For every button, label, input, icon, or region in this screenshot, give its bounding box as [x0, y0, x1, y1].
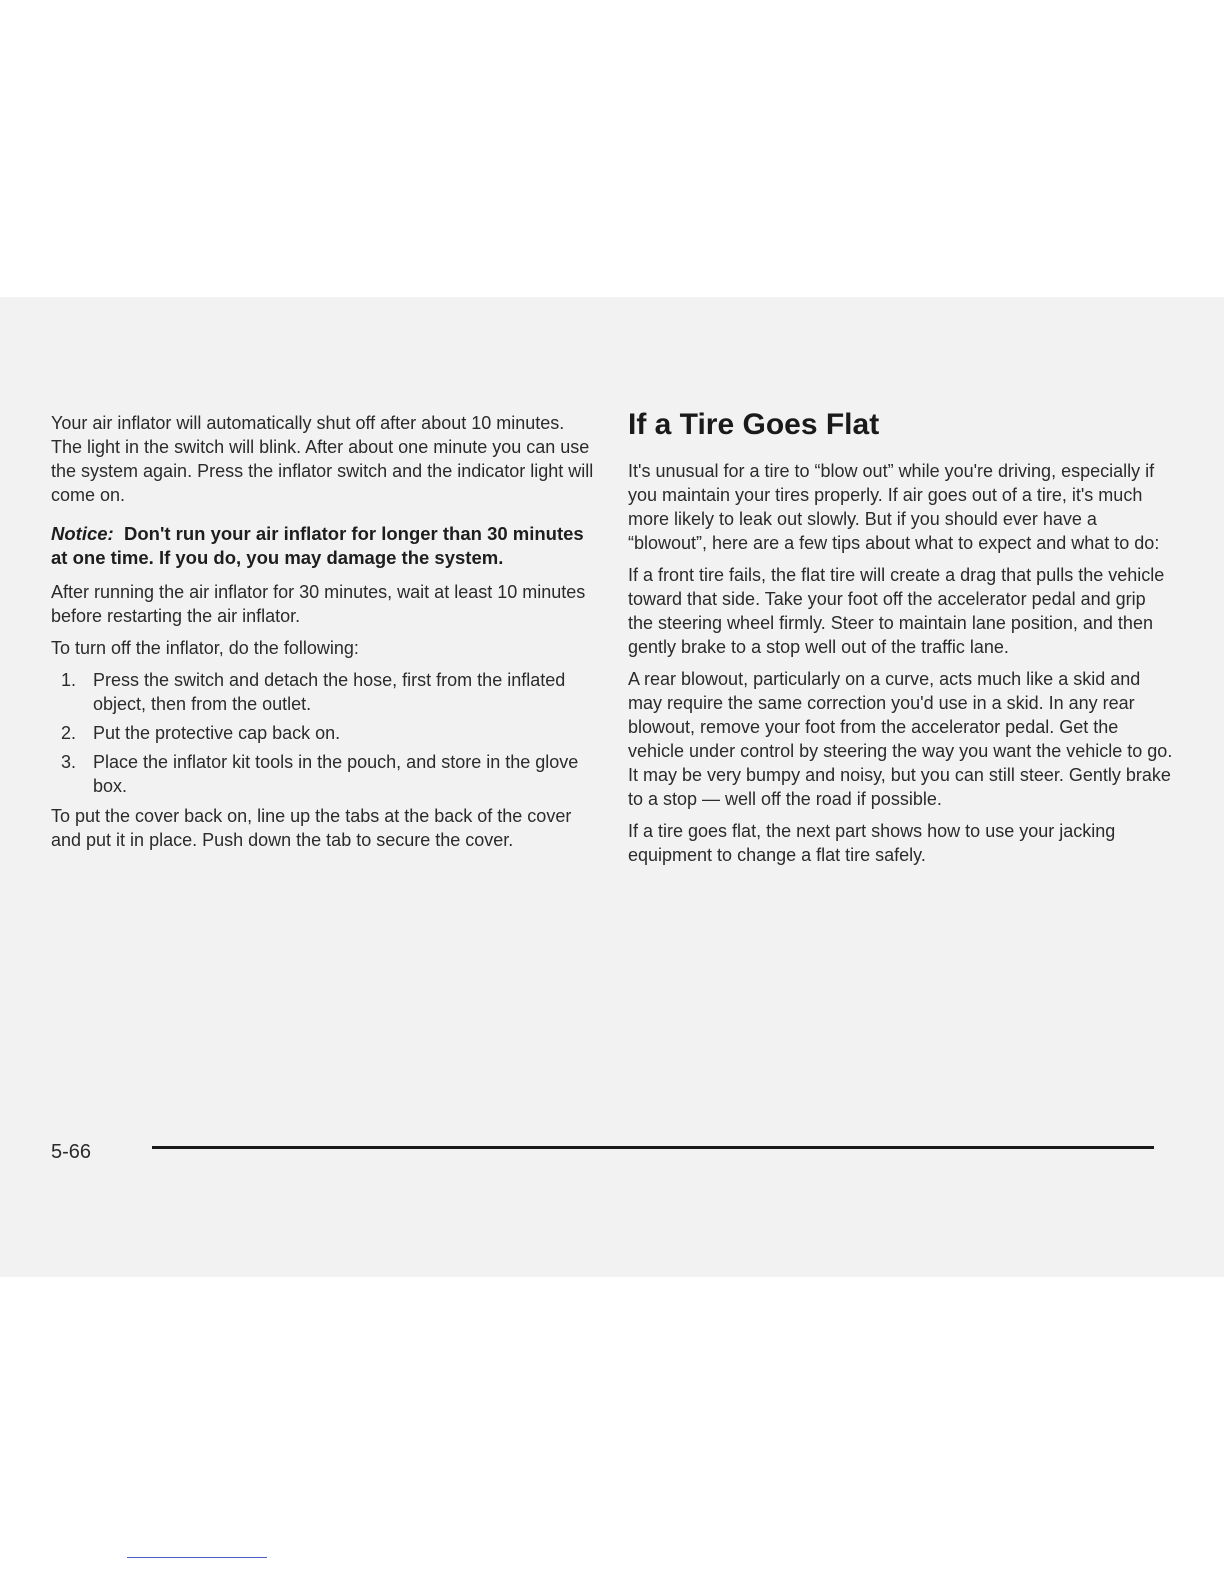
notice-block: [51, 522, 597, 570]
footer-rule: [152, 1146, 1154, 1149]
section-title: If a Tire Goes Flat: [628, 408, 880, 441]
link-underline: [127, 1557, 267, 1558]
step-number: 1.: [61, 670, 77, 690]
step-item: [51, 721, 597, 745]
right-column: [628, 407, 1174, 875]
wait-paragraph: After running the air inflator for 30 minutes, wait at least 10 minutes before restarting the air inflator.: [51, 582, 586, 626]
step-item: [51, 750, 597, 798]
step-number: 2.: [61, 723, 77, 743]
turn-off-steps: [51, 668, 597, 798]
inflator-shutoff-paragraph: Your air inflator will automatically shut off after about 10 minutes. The light in the switch will blink. After about one minute you can use the system again. Press the inflator switch and the indicator light will come on.: [51, 413, 594, 505]
page-number: 5-66: [51, 1141, 92, 1163]
turn-off-intro: To turn off the inflator, do the following:: [51, 638, 359, 658]
step-number: 3.: [61, 752, 77, 772]
front-tire-paragraph: If a front tire fails, the flat tire will create a drag that pulls the vehicle toward that side. Take your foot off the accelerator pedal and grip the steering wheel firmly. Steer to maintain lane position, and then gently brake to a stop well out of the traffic lane.: [628, 565, 1165, 657]
next-part-paragraph: If a tire goes flat, the next part shows how to use your jacking equipment to change a flat tire safely.: [628, 821, 1116, 865]
blowout-intro-paragraph: It's unusual for a tire to “blow out” while you're driving, especially if you maintain your tires properly. If air goes out of a tire, it's much more likely to leak out slowly. But if you should ever have a “blowout”, here are a few tips about what to expect and what to do:: [628, 461, 1160, 553]
notice-label: Notice:: [51, 523, 114, 544]
left-column: [51, 411, 597, 860]
step-text: Place the inflator kit tools in the pouch, and store in the glove box.: [93, 752, 579, 796]
step-text: Press the switch and detach the hose, first from the inflated object, then from the outlet.: [93, 670, 566, 714]
step-item: [51, 668, 597, 716]
step-text: Put the protective cap back on.: [93, 723, 341, 743]
notice-text: Don't run your air inflator for longer than 30 minutes at one time. If you do, you may damage the system.: [51, 523, 584, 568]
rear-blowout-paragraph: A rear blowout, particularly on a curve, acts much like a skid and may require the same correction you'd use in a skid. In any rear blowout, remove your foot from the accelerator pedal. Get the vehicle under control by steering the way you want the vehicle to go. It may be very bumpy and noisy, but you can still steer. Gently brake to a stop — well off the road if possible.: [628, 669, 1173, 809]
cover-paragraph: To put the cover back on, line up the tabs at the back of the cover and put it in place. Push down the tab to secure the cover.: [51, 806, 572, 850]
